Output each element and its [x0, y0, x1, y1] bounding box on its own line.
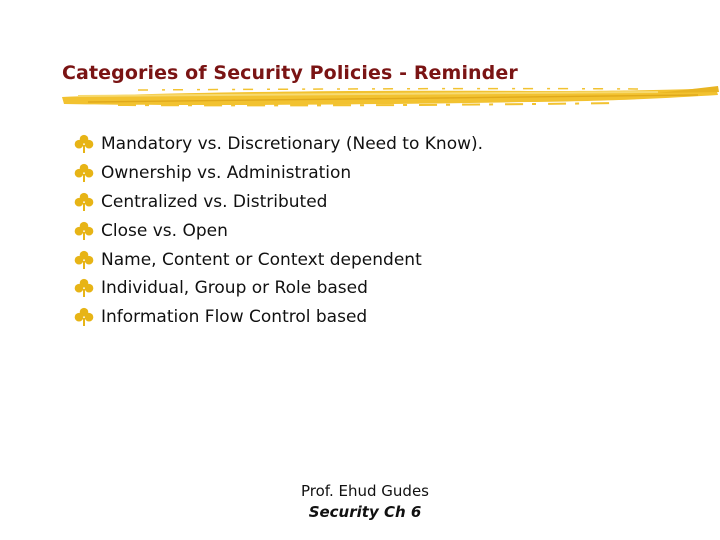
bullet-list [74, 130, 483, 332]
clover-icon [74, 250, 94, 270]
slide-title: Categories of Security Policies - Reminder [62, 62, 518, 84]
clover-icon [74, 192, 94, 212]
list-item [74, 303, 483, 332]
bullet-text: Ownership vs. Administration [101, 163, 352, 184]
list-item [74, 274, 483, 303]
clover-icon [74, 278, 94, 298]
clover-icon [74, 307, 94, 327]
bullet-text: Individual, Group or Role based [101, 278, 368, 299]
bullet-text: Information Flow Control based [101, 307, 368, 328]
footer-course: Security Ch 6 [308, 503, 422, 521]
bullet-text: Name, Content or Context dependent [101, 249, 422, 270]
clover-icon [74, 134, 94, 154]
clover-icon [74, 163, 94, 183]
title-underline-brush [58, 84, 720, 114]
list-item [74, 159, 483, 188]
footer-author: Prof. Ehud Gudes [301, 482, 429, 500]
bullet-text: Close vs. Open [101, 220, 228, 241]
list-item [74, 188, 483, 217]
bullet-text: Mandatory vs. Discretionary (Need to Know). [101, 134, 484, 155]
slide-footer [240, 481, 490, 523]
list-item [74, 130, 483, 159]
clover-icon [74, 221, 94, 241]
bullet-text: Centralized vs. Distributed [101, 191, 328, 212]
list-item [74, 245, 483, 274]
list-item [74, 216, 483, 245]
